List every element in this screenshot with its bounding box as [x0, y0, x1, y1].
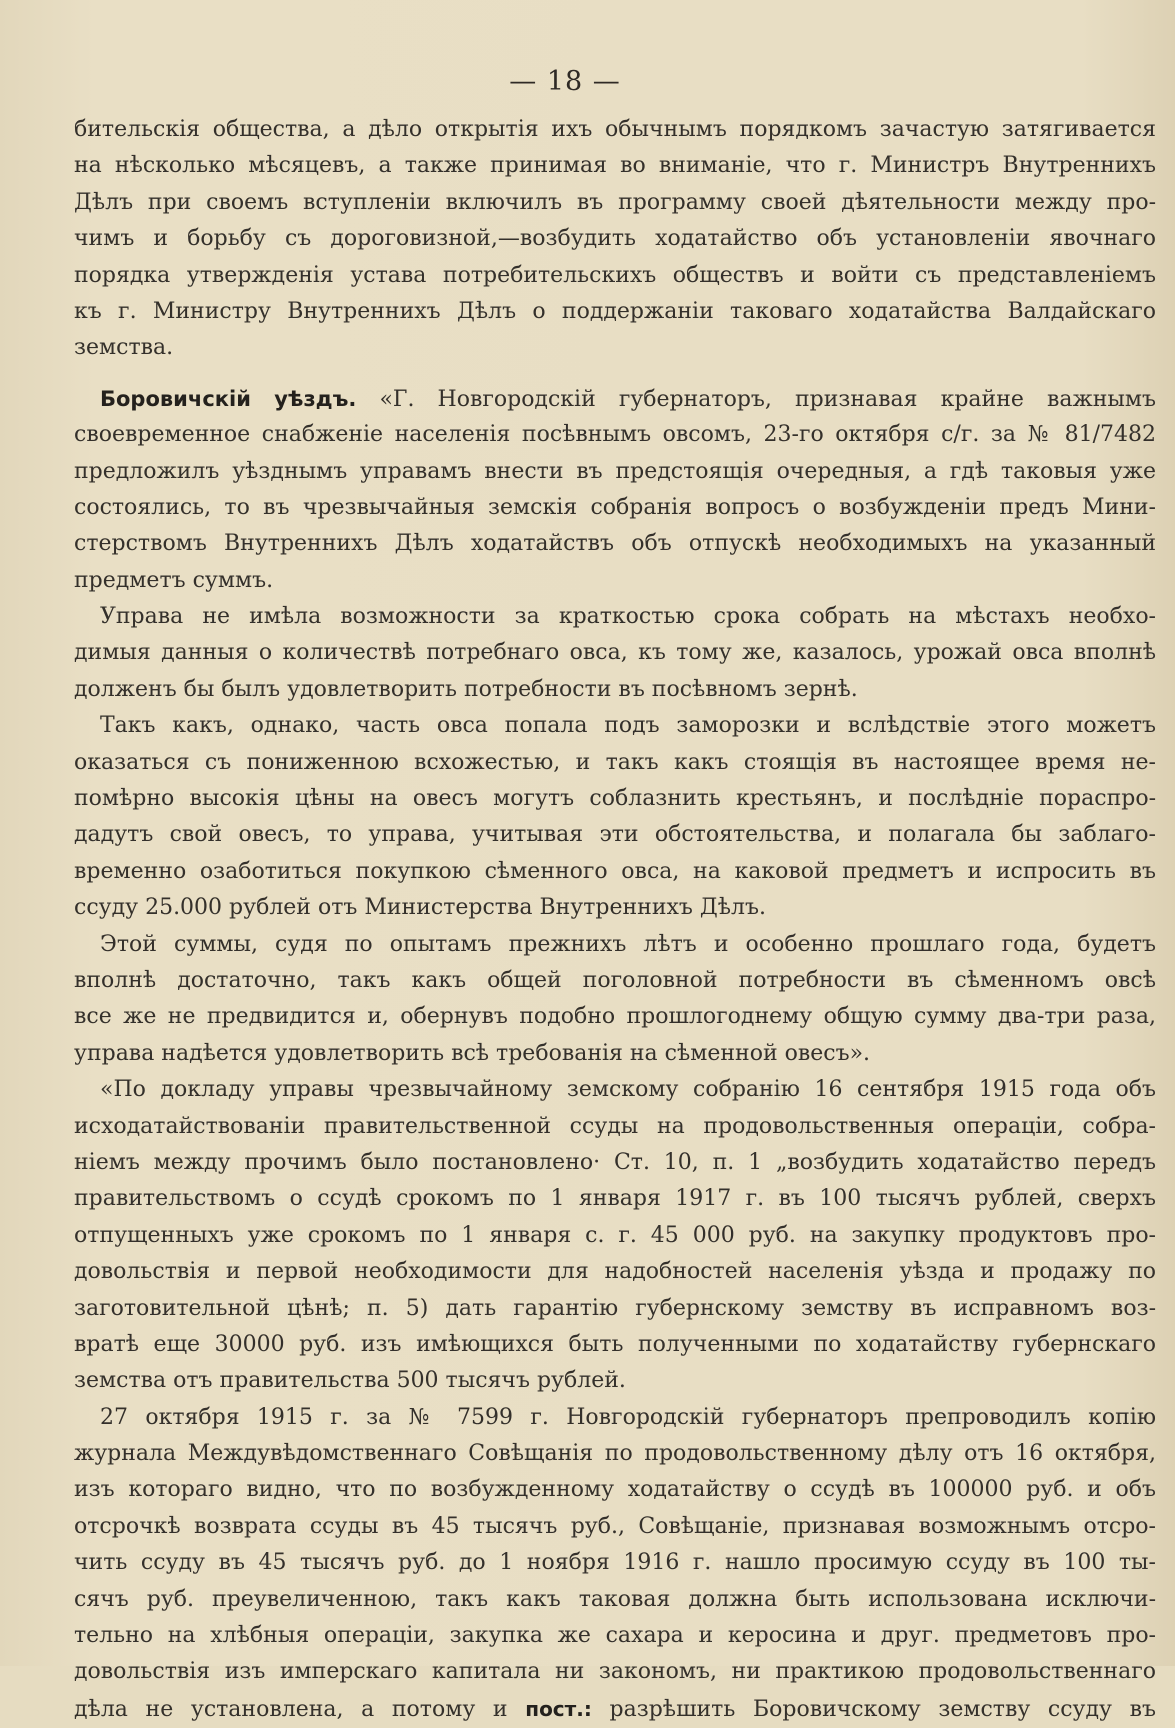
text-line: 27 октября 1915 г. за № 7599 г. Новгородскій губернаторъ препроводилъ копію: [100, 1404, 1156, 1430]
text-line: временно озаботиться покупкою сѣменного овса, на каковой предметъ и испросить въ: [74, 858, 1156, 884]
text-line: долженъ бы былъ удовлетворить потребности въ посѣвномъ зернѣ.: [74, 676, 858, 702]
text-line: тельно на хлѣбныя операціи, закупка же сахара и керосина и друг. предметовъ про-: [74, 1623, 1156, 1649]
text-span: дѣла не установлена, а потому и: [74, 1696, 508, 1722]
text-span: «Г. Новгородскій губернаторъ, признавая крайне важнымъ: [379, 386, 1156, 412]
text-line: предметъ суммъ.: [74, 567, 274, 593]
text-line: отсрочкѣ возврата ссуды въ 45 тысячъ руб., Совѣщаніе, признавая возможнымъ отсро-: [74, 1513, 1156, 1539]
text-line: ніемъ между прочимъ было постановлено· Ст. 10, п. 1 „возбудить ходатайство передъ: [74, 1149, 1156, 1175]
text-line: все же не предвидится и, обернувъ подобно прошлогоднему общую сумму два-три раза,: [74, 1004, 1156, 1030]
text-line: чить ссуду въ 45 тысячъ руб. до 1 ноября 1916 г. нашло просимую ссуду въ 100 ты-: [74, 1550, 1156, 1576]
text-line: правительствомъ о ссудѣ срокомъ по 1 января 1917 г. въ 100 тысячъ рублей, сверхъ: [74, 1186, 1156, 1212]
text-span: разрѣшить Боровичскому земству ссуду въ: [609, 1696, 1157, 1722]
section-heading: Боровичскій уѣздъ.: [100, 386, 357, 411]
text-line: оказаться съ пониженною всхожестью, и такъ какъ стоящія въ настоящее время не-: [74, 749, 1156, 775]
text-line: исходатайствованіи правительственной ссуды на продовольственныя операціи, собра-: [74, 1113, 1156, 1139]
section-heading-line: [74, 381, 1156, 417]
text-line: «По докладу управы чрезвычайному земскому собранію 16 сентября 1915 года объ: [100, 1077, 1156, 1103]
text-line-with-bold: [74, 1691, 1156, 1727]
text-line: дадутъ свой овесъ, то управа, учитывая эти обстоятельства, и полагала бы заблаго-: [74, 822, 1156, 848]
text-line: земства отъ правительства 500 тысячъ рублей.: [74, 1368, 626, 1394]
text-line: управа надѣется удовлетворить всѣ требованія на сѣменной овесъ».: [74, 1040, 871, 1066]
text-line: Дѣлъ при своемъ вступленіи включилъ въ программу своей дѣятельности между про-: [74, 189, 1156, 215]
text-line: бительскія общества, а дѣло открытія ихъ обычнымъ порядкомъ зачастую затягивается: [74, 117, 1156, 142]
page-number: — 18 —: [509, 66, 621, 97]
text-line: заготовительной цѣнѣ; п. 5) дать гарантію губернскому земству въ исправномъ воз-: [74, 1295, 1156, 1321]
text-line: димыя данныя о количествѣ потребнаго овса, къ тому же, казалось, урожай овса вполнѣ: [74, 640, 1156, 666]
text-line: къ г. Министру Внутреннихъ Дѣлъ о поддержаніи таковаго ходатайства Валдайскаго: [74, 298, 1156, 324]
text-line: Управа не имѣла возможности за краткостью срока собрать на мѣстахъ необхо-: [100, 604, 1156, 630]
text-line: довольствія и первой необходимости для надобностей населенія уѣзда и продажу по: [74, 1259, 1156, 1285]
text-line: довольствія изъ имперскаго капитала ни закономъ, ни практикою продовольственнаго: [74, 1659, 1156, 1685]
text-line: помѣрно высокія цѣны на овесъ могутъ соблазнить крестьянъ, и послѣдніе пораспро-: [74, 786, 1156, 812]
text-line: сячъ руб. преувеличенною, такъ какъ таковая должна быть использована исключи-: [74, 1586, 1156, 1612]
text-line: предложилъ уѣзднымъ управамъ внести въ предстоящія очередныя, а гдѣ таковыя уже: [74, 458, 1156, 484]
bold-abbreviation: пост.:: [525, 1696, 592, 1721]
text-line: отпущенныхъ уже срокомъ по 1 января с. г. 45 000 руб. на закупку продуктовъ про-: [74, 1222, 1156, 1248]
text-line: Такъ какъ, однако, часть овса попала подъ заморозки и вслѣдствіе этого можетъ: [100, 713, 1156, 739]
text-line: Этой суммы, судя по опытамъ прежнихъ лѣтъ и особенно прошлаго года, будетъ: [100, 931, 1156, 957]
text-line: журнала Междувѣдомственнаго Совѣщанія по продовольственному дѣлу отъ 16 октября,: [74, 1441, 1156, 1467]
text-line: вратѣ еще 30000 руб. изъ имѣющихся быть полученными по ходатайству губернскаго: [74, 1331, 1156, 1357]
text-line: вполнѣ достаточно, такъ какъ общей поголовной потребности въ сѣменномъ овсѣ: [74, 967, 1156, 993]
text-line: изъ котораго видно, что по возбужденному ходатайству о ссудѣ въ 100000 руб. и объ: [74, 1477, 1156, 1503]
text-line: на нѣсколько мѣсяцевъ, а также принимая во вниманіе, что г. Министръ Внутреннихъ: [74, 153, 1156, 179]
text-line: стерствомъ Внутреннихъ Дѣлъ ходатайствъ объ отпускѣ необходимыхъ на указанный: [74, 531, 1156, 557]
text-line: ссуду 25.000 рублей отъ Министерства Внутреннихъ Дѣлъ.: [74, 895, 767, 921]
text-line: земства.: [74, 335, 174, 361]
text-line: своевременное снабженіе населенія посѣвнымъ овсомъ, 23-го октября с/г. за № 81/7482: [74, 422, 1156, 448]
text-line: состоялись, то въ чрезвычайныя земскія собранія вопросъ о возбужденіи предъ Мини-: [74, 494, 1156, 520]
text-line: чимъ и борьбу съ дороговизной,—возбудить ходатайство объ установленіи явочнаго: [74, 226, 1156, 252]
page-body: [74, 112, 1156, 1727]
text-line: порядка утвержденія устава потребительскихъ обществъ и войти съ представленіемъ: [74, 262, 1156, 288]
